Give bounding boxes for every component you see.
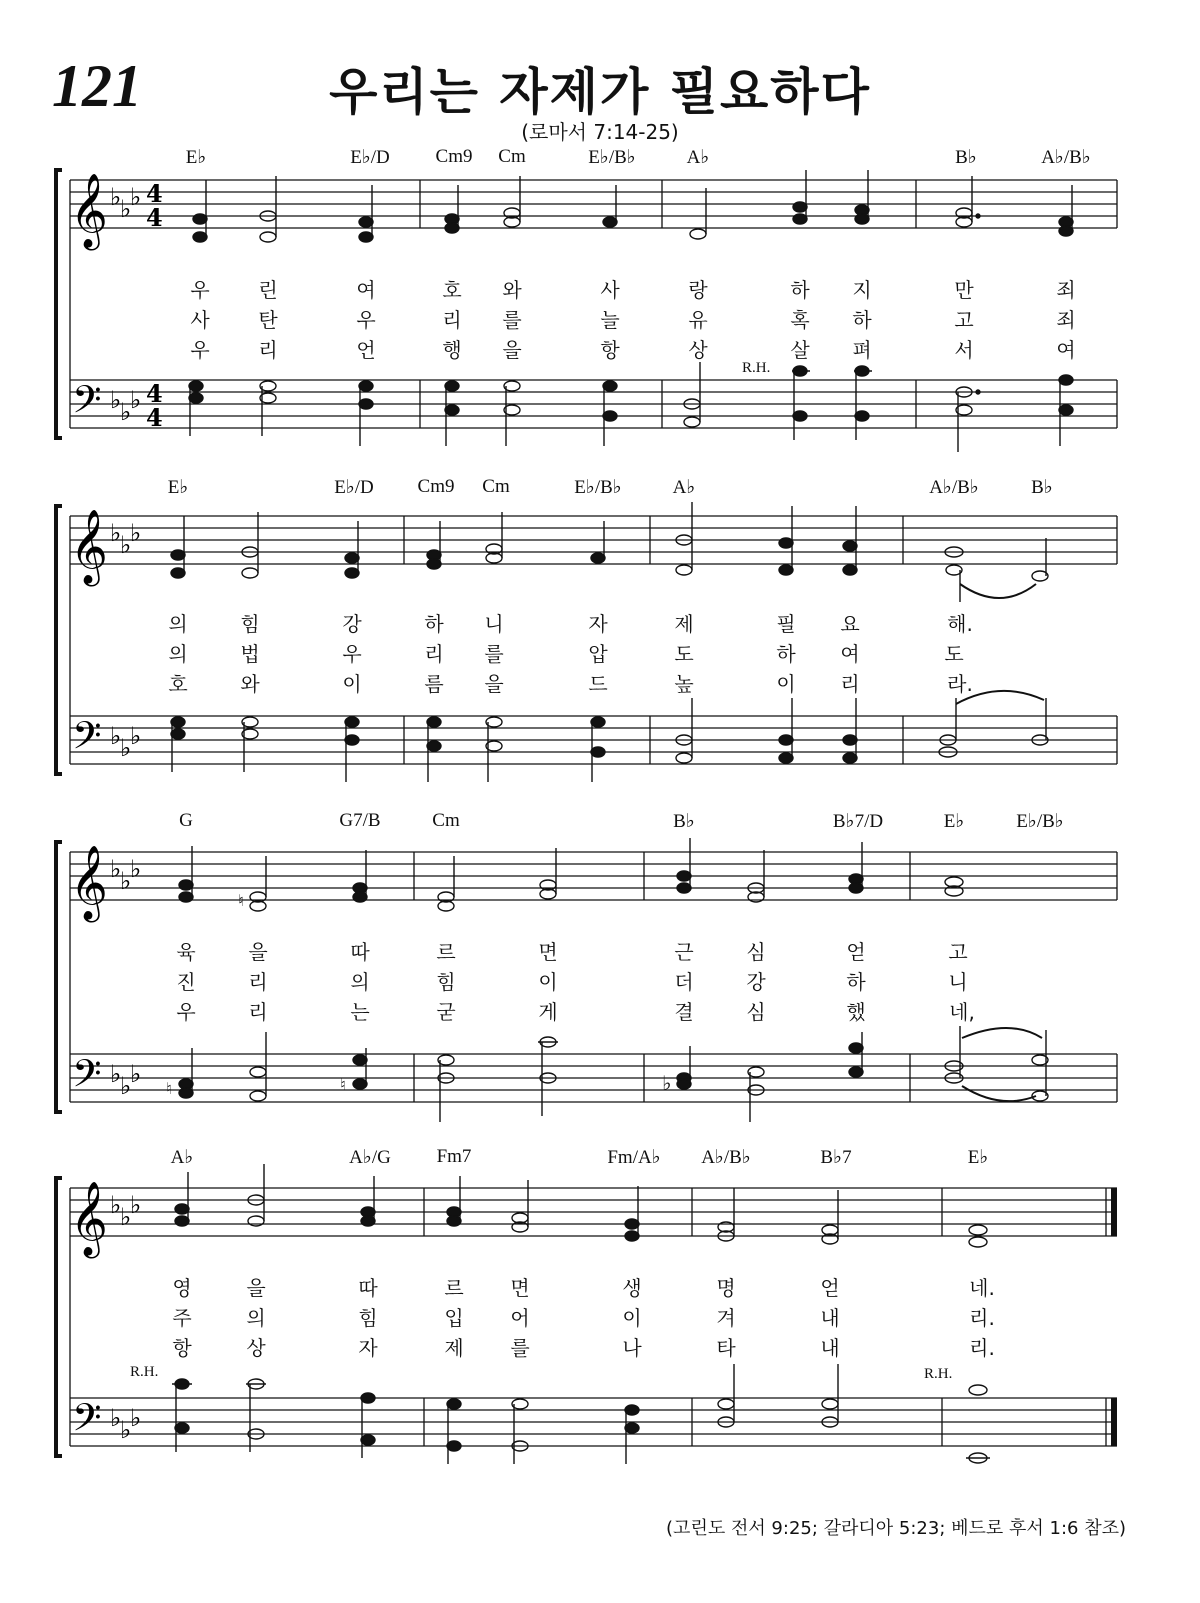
lyric-syllable: 항 [172,1336,192,1360]
lyric-syllable: 리 [248,970,268,994]
lyric-syllable: 우 [176,1000,196,1024]
lyric-syllable: 게 [538,1000,558,1024]
lyric-syllable: 리 [840,672,860,696]
chord-symbol: Cm9 [435,146,473,167]
lyric-syllable: 하 [424,612,444,636]
svg-text:♭: ♭ [110,1060,122,1088]
lyric-syllable: 심 [746,940,766,964]
svg-text:♭: ♭ [120,734,132,762]
chord-symbol: A♭/B♭ [929,477,979,498]
lyric-syllable: 리 [442,308,462,332]
lyric-syllable: 사 [190,308,210,332]
music-system-4 [0,1142,1200,1472]
right-hand-mark: R.H. [742,360,771,376]
lyric-syllable: 르 [444,1276,464,1300]
lyric-syllable: 면 [538,940,558,964]
lyric-syllable: 여 [840,642,860,666]
svg-text:♭: ♭ [110,722,122,750]
chord-symbol: E♭/D [350,147,390,168]
lyric-syllable: 를 [502,308,522,332]
lyric-syllable: 와 [240,672,260,696]
lyric-syllable: 타 [716,1336,736,1360]
lyric-syllable: 자 [588,612,608,636]
svg-text:♭: ♭ [120,1416,132,1444]
svg-text:♭: ♭ [130,519,142,547]
lyric-syllable: 는 [350,1000,370,1024]
lyric-syllable: 네, [949,1000,975,1024]
lyric-syllable: 이 [342,672,362,696]
lyric-syllable: 고 [948,940,968,964]
scripture-reference: (로마서 7:14-25) [521,120,679,144]
svg-text:4: 4 [146,179,163,208]
lyric-syllable: 을 [502,338,522,362]
lyric-syllable: 의 [168,612,188,636]
lyric-syllable: 힘 [436,970,456,994]
chord-symbol: A♭/G [349,1147,391,1168]
lyric-syllable: 강 [746,970,766,994]
lyric-syllable: 요 [840,612,860,636]
right-hand-mark: R.H. [924,1366,953,1382]
lyric-syllable: 내 [820,1306,840,1330]
svg-text:♭: ♭ [130,183,142,211]
chord-symbol: A♭/B♭ [701,1147,751,1168]
lyric-syllable: 육 [176,940,196,964]
lyric-syllable: 혹 [790,308,810,332]
svg-text:♭: ♭ [120,1203,132,1231]
lyric-syllable: 제 [444,1336,464,1360]
lyric-syllable: 어 [510,1306,530,1330]
lyric-syllable: 높 [674,672,694,696]
chord-symbol: G [179,810,193,831]
svg-text:𝄢: 𝄢 [72,377,102,431]
lyric-syllable: 살 [790,338,810,362]
chord-symbol: Cm9 [417,476,455,497]
svg-text:♭: ♭ [130,722,142,750]
lyric-syllable: 나 [622,1336,642,1360]
lyric-syllable: 리 [248,1000,268,1024]
lyric-syllable: 유 [688,308,708,332]
lyric-syllable: 리. [969,1306,995,1330]
chord-symbol: Cm [482,476,510,497]
lyric-syllable: 만 [954,278,974,302]
svg-text:♭: ♭ [110,1404,122,1432]
lyric-syllable: 이 [538,970,558,994]
lyric-syllable: 입 [444,1306,464,1330]
lyric-syllable: 탄 [258,308,278,332]
lyric-syllable: 름 [424,672,444,696]
chord-symbol: B♭ [1031,477,1053,498]
lyric-syllable: 늘 [600,308,620,332]
chord-symbol: B♭ [955,147,977,168]
svg-text:𝄢: 𝄢 [72,1395,102,1449]
lyric-syllable: 죄 [1056,308,1076,332]
chord-symbol: A♭/B♭ [1041,147,1091,168]
chord-symbol: Fm/A♭ [607,1147,661,1168]
svg-text:4: 4 [146,403,163,432]
svg-text:♭: ♭ [120,531,132,559]
svg-text:♭: ♭ [110,519,122,547]
svg-text:𝄢: 𝄢 [72,1051,102,1105]
svg-text:♭: ♭ [120,1072,132,1100]
lyric-syllable: 네. [969,1276,995,1300]
lyric-syllable: 상 [246,1336,266,1360]
svg-text:♭: ♭ [130,1060,142,1088]
music-system-3 [0,806,1200,1136]
lyric-syllable: 죄 [1056,278,1076,302]
lyric-syllable: 지 [852,278,872,302]
lyric-syllable: 를 [484,642,504,666]
lyric-syllable: 니 [948,970,968,994]
svg-text:♭: ♭ [110,1191,122,1219]
lyric-syllable: 을 [484,672,504,696]
lyric-syllable: 여 [356,278,376,302]
lyric-syllable: 법 [240,642,260,666]
svg-text:𝄞: 𝄞 [70,510,108,584]
chord-symbol: B♭ [673,811,695,832]
svg-text:♭: ♭ [120,867,132,895]
lyric-syllable: 을 [246,1276,266,1300]
lyric-syllable: 하 [776,642,796,666]
svg-text:♭: ♭ [130,386,142,414]
lyric-syllable: 랑 [688,278,708,302]
lyric-syllable: 힘 [358,1306,378,1330]
chord-symbol: E♭ [967,1147,989,1168]
svg-text:𝄞: 𝄞 [70,174,108,248]
chord-symbol: A♭ [170,1147,194,1168]
lyric-syllable: 를 [510,1336,530,1360]
lyric-syllable: 우 [356,308,376,332]
lyric-syllable: 행 [442,338,462,362]
lyric-syllable: 이 [776,672,796,696]
chord-symbol: Cm [432,810,460,831]
lyric-syllable: 하 [852,308,872,332]
music-system-2 [0,472,1200,802]
right-hand-mark: R.H. [130,1364,159,1380]
chord-symbol: E♭/B♭ [588,147,636,168]
lyric-syllable: 얻 [846,940,866,964]
lyric-syllable: 힘 [240,612,260,636]
svg-text:♭: ♭ [120,195,132,223]
svg-text:𝄢: 𝄢 [72,713,102,767]
lyric-syllable: 의 [350,970,370,994]
lyric-syllable: 서 [954,338,974,362]
lyric-syllable: 사 [600,278,620,302]
svg-text:♭: ♭ [120,398,132,426]
chord-symbol: E♭/B♭ [1016,811,1064,832]
lyric-syllable: 하 [846,970,866,994]
svg-text:♮: ♮ [340,1075,346,1094]
lyric-syllable: 리 [424,642,444,666]
lyric-syllable: 심 [746,1000,766,1024]
music-system-1 [0,140,1200,470]
lyric-syllable: 겨 [716,1306,736,1330]
lyric-syllable: 우 [190,278,210,302]
chord-symbol: Fm7 [436,1146,472,1167]
lyric-syllable: 호 [168,672,188,696]
lyric-syllable: 언 [356,338,376,362]
svg-text:♭: ♭ [130,1404,142,1432]
lyric-syllable: 호 [442,278,462,302]
lyric-syllable: 자 [358,1336,378,1360]
lyric-syllable: 펴 [852,338,872,362]
hymn-title: 우리는 자제가 필요하다 [329,63,871,121]
chord-symbol: A♭ [686,147,710,168]
lyric-syllable: 항 [600,338,620,362]
chord-symbol: B♭7 [820,1147,852,1168]
svg-text:♭: ♭ [110,855,122,883]
lyric-syllable: 했 [846,1000,866,1024]
chord-symbol: E♭/B♭ [574,477,622,498]
lyric-syllable: 이 [622,1306,642,1330]
svg-text:𝄞: 𝄞 [70,1182,108,1256]
lyric-syllable: 결 [674,1000,694,1024]
lyric-syllable: 도 [944,642,964,666]
lyric-syllable: 압 [588,642,608,666]
lyric-syllable: 우 [190,338,210,362]
svg-text:♭: ♭ [110,386,122,414]
chord-symbol: G7/B [339,810,381,831]
chord-symbol: E♭/D [334,477,374,498]
chord-symbol: E♭ [167,477,189,498]
lyric-syllable: 굳 [436,1000,456,1024]
lyric-syllable: 여 [1056,338,1076,362]
lyric-syllable: 리. [969,1336,995,1360]
lyric-syllable: 니 [484,612,504,636]
svg-text:♭: ♭ [662,1071,672,1095]
lyric-syllable: 진 [176,970,196,994]
svg-text:4: 4 [146,379,163,408]
svg-text:♭: ♭ [130,1191,142,1219]
lyric-syllable: 제 [674,612,694,636]
chord-symbol: E♭ [185,147,207,168]
hymn-number: 121 [52,53,142,119]
lyric-syllable: 와 [502,278,522,302]
chord-symbol: B♭7/D [832,811,884,832]
svg-text:4: 4 [146,203,163,232]
lyric-syllable: 의 [168,642,188,666]
lyric-syllable: 얻 [820,1276,840,1300]
lyric-syllable: 르 [436,940,456,964]
lyric-syllable: 생 [622,1276,642,1300]
lyric-syllable: 영 [172,1276,192,1300]
svg-text:♮: ♮ [166,1079,172,1098]
chord-symbol: Cm [498,146,526,167]
lyric-syllable: 명 [716,1276,736,1300]
svg-text:♮: ♮ [238,891,244,910]
lyric-syllable: 드 [588,672,608,696]
lyric-syllable: 따 [358,1276,378,1300]
lyric-syllable: 면 [510,1276,530,1300]
lyric-syllable: 해. [947,612,973,636]
svg-text:♭: ♭ [130,855,142,883]
staff-notation [0,472,1200,802]
lyric-syllable: 주 [172,1306,192,1330]
lyric-syllable: 린 [258,278,278,302]
lyric-syllable: 필 [776,612,796,636]
lyric-syllable: 의 [246,1306,266,1330]
lyric-syllable: 내 [820,1336,840,1360]
lyric-syllable: 고 [954,308,974,332]
lyric-syllable: 따 [350,940,370,964]
scripture-footnote: (고린도 전서 9:25; 갈라디아 5:23; 베드로 후서 1:6 참조) [666,1518,1126,1539]
lyric-syllable: 도 [674,642,694,666]
lyric-syllable: 라. [947,672,973,696]
lyric-syllable: 리 [258,338,278,362]
lyric-syllable: 하 [790,278,810,302]
lyric-syllable: 근 [674,940,694,964]
lyric-syllable: 더 [674,970,694,994]
chord-symbol: A♭ [672,477,696,498]
lyric-syllable: 강 [342,612,362,636]
lyric-syllable: 우 [342,642,362,666]
svg-text:𝄞: 𝄞 [70,846,108,920]
chord-symbol: E♭ [943,811,965,832]
svg-text:♭: ♭ [110,183,122,211]
lyric-syllable: 을 [248,940,268,964]
lyric-syllable: 상 [688,338,708,362]
